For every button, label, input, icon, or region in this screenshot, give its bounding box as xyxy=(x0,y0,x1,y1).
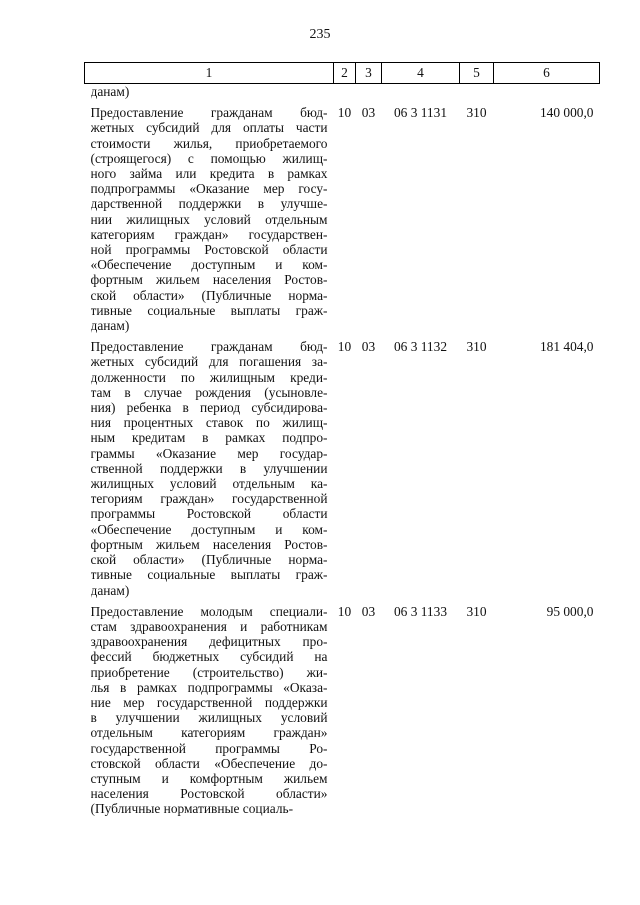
description-line: лья в рамках подпрограммы «Оказа- xyxy=(90,679,328,695)
description-line: тивные социальные выплаты граж- xyxy=(90,567,328,583)
description-line: ной программы Ростовской области xyxy=(90,242,328,258)
row-amount: 140 000,0 xyxy=(539,105,594,121)
description-line: отдельным категориям граждан» xyxy=(90,725,328,741)
row-description xyxy=(85,604,334,817)
header-col-2: 2 xyxy=(334,63,356,84)
description-line: дарственной поддержки в улучше- xyxy=(90,196,328,212)
row-expense-type: 310 xyxy=(466,105,487,121)
description-line: в улучшении жилищных условий xyxy=(90,710,328,726)
description-line: здравоохранения дефицитных про- xyxy=(90,634,328,650)
description-line: ственной поддержки в улучшении xyxy=(90,460,328,476)
description-line: долженности по жилищным креди- xyxy=(90,369,328,385)
description-line: жетных субсидий для погашения за- xyxy=(90,354,328,370)
description-line: нии жилищных условий отдельным xyxy=(90,211,328,227)
row-subsection-code: 03 xyxy=(361,339,376,355)
description-line: (Публичные нормативные социаль- xyxy=(90,801,294,817)
description-line: ние мер государственной поддержки xyxy=(90,694,328,710)
description-line: (строящегося) с помощью жилищ- xyxy=(90,150,328,166)
budget-table xyxy=(84,62,600,817)
description-line: «Обеспечение доступным и ком- xyxy=(90,257,328,273)
description-line: жилищных условий отдельным ка- xyxy=(90,476,328,492)
description-line: ской области» (Публичные норма- xyxy=(90,552,328,568)
row-amount: 95 000,0 xyxy=(546,603,594,619)
table-row xyxy=(85,604,600,817)
description-line: программы Ростовской области xyxy=(90,506,328,522)
header-col-1: 1 xyxy=(85,63,334,84)
row-section-code: 10 xyxy=(337,603,352,619)
description-line: тегориям граждан» государственной xyxy=(90,491,328,507)
table-body xyxy=(85,84,600,817)
description-line: фессий бюджетных субсидий на xyxy=(90,649,328,665)
table-row xyxy=(85,105,600,333)
row-section-code: 10 xyxy=(337,105,352,121)
description-line: фортным жильем населения Ростов- xyxy=(90,536,328,552)
header-row xyxy=(85,63,600,84)
description-line: категориям граждан» государствен- xyxy=(90,226,328,242)
row-section-code: 10 xyxy=(337,339,352,355)
description-line: государственной программы Ро- xyxy=(90,740,328,756)
description-line: стоимости жилья, приобретаемого xyxy=(90,135,328,151)
description-line: данам) xyxy=(90,84,130,99)
row-description xyxy=(85,339,334,597)
row-expense-type: 310 xyxy=(466,603,487,619)
description-line: данам) xyxy=(90,318,130,334)
table-header xyxy=(85,63,600,84)
description-line: Предоставление гражданам бюд- xyxy=(90,105,328,121)
description-line: подпрограммы «Оказание мер госу- xyxy=(90,181,328,197)
description-line: там в случае рождения (усыновле- xyxy=(90,384,328,400)
row-subsection-code: 03 xyxy=(361,105,376,121)
description-line: «Обеспечение доступным и ком- xyxy=(90,521,328,537)
row-target-article: 06 3 1133 xyxy=(393,603,448,619)
header-col-3: 3 xyxy=(356,63,382,84)
continued-row xyxy=(85,84,600,100)
row-subsection-code: 03 xyxy=(361,603,376,619)
description-line: ным кредитам в рамках подпро- xyxy=(90,430,328,446)
row-target-article: 06 3 1132 xyxy=(393,339,448,355)
row-amount: 181 404,0 xyxy=(539,339,594,355)
description-line: стовской области «Обеспечение до- xyxy=(90,755,328,771)
description-line: Предоставление гражданам бюд- xyxy=(90,339,328,355)
header-col-4: 4 xyxy=(382,63,460,84)
continued-fragment xyxy=(85,84,334,100)
description-line: жетных субсидий для оплаты части xyxy=(90,120,328,136)
header-col-6: 6 xyxy=(494,63,600,84)
description-line: ния) ребенка в период субсидирова- xyxy=(90,400,328,416)
description-line: ного займа или кредита в рамках xyxy=(90,166,328,182)
description-line: ской области» (Публичные норма- xyxy=(90,287,328,303)
description-line: тивные социальные выплаты граж- xyxy=(90,302,328,318)
description-line: данам) xyxy=(90,582,130,598)
row-expense-type: 310 xyxy=(466,339,487,355)
description-line: населения Ростовской области» xyxy=(90,786,328,802)
page-number: 235 xyxy=(309,27,331,42)
table-row xyxy=(85,339,600,597)
row-target-article: 06 3 1131 xyxy=(393,105,448,121)
description-line: ступным и комфортным жильем xyxy=(90,770,328,786)
description-line: граммы «Оказание мер государ- xyxy=(90,445,328,461)
description-line: ния процентных ставок по жилищ- xyxy=(90,415,328,431)
description-line: стам здравоохранения и работникам xyxy=(90,618,328,634)
description-line: фортным жильем населения Ростов- xyxy=(90,272,328,288)
header-col-5: 5 xyxy=(460,63,494,84)
description-line: приобретение (строительство) жи- xyxy=(90,664,328,680)
row-description xyxy=(85,105,334,333)
description-line: Предоставление молодым специали- xyxy=(90,603,328,619)
